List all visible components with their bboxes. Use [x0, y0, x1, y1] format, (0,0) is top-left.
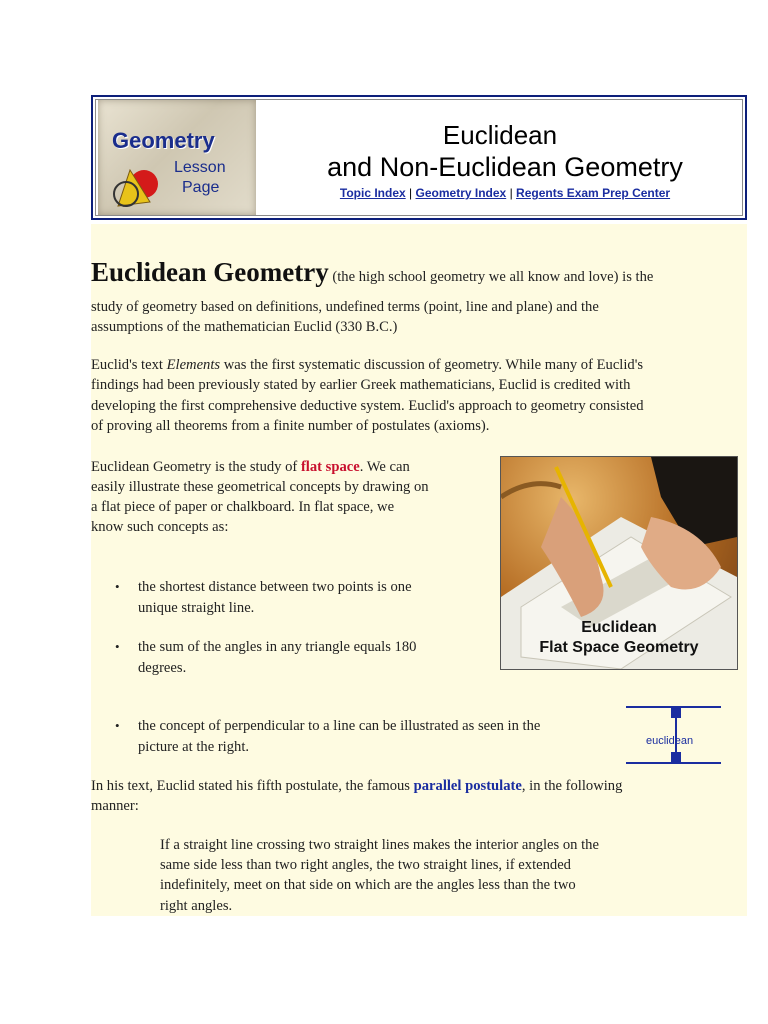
parallel-line1 [91, 776, 622, 797]
page-title-line1: Euclidean [442, 120, 558, 150]
hands-drawing-illustration [501, 457, 737, 669]
list-item [91, 637, 491, 678]
parallel-line1-a: In his text, Euclid stated his fifth postulate, the famous [91, 778, 414, 794]
intro-heading: Euclidean Geometry [91, 257, 329, 287]
elements-line1 [91, 355, 643, 376]
bullet-text: picture at the right. [138, 738, 250, 755]
quote-line4: right angles. [160, 898, 233, 914]
flat-space-link[interactable]: flat space [300, 459, 360, 475]
page-title-line2: and Non-Euclidean Geometry [327, 152, 683, 182]
bullet-text: the sum of the angles in any triangle equals 180 [138, 639, 417, 655]
geometry-index-link[interactable]: Geometry Index [415, 186, 507, 200]
flat-line2: easily illustrate these geometrical concepts by drawing on [91, 479, 429, 495]
elements-line2: findings had been previously stated by earlier Greek mathematicians, Euclid is credited with [91, 377, 631, 393]
nav-separator: | [409, 186, 413, 200]
photo-caption-line2: Flat Space Geometry [539, 639, 699, 656]
list-item [91, 716, 631, 757]
bullet-list-3 [91, 716, 631, 757]
intro-line2: study of geometry based on definitions, undefined terms (point, line and plane) and the [91, 299, 599, 315]
elements-line4: of proving all theorems from a finite number of postulates (axioms). [91, 418, 490, 434]
photo-caption-line1: Euclidean [581, 619, 657, 636]
elements-line3: developing the first comprehensive deductive system. Euclid's approach to geometry consisted [91, 398, 644, 414]
nav-links [280, 186, 730, 200]
parallel-line1-b: , in the following [521, 778, 623, 794]
bullet-text: unique straight line. [138, 599, 255, 616]
flat-line4: know such concepts as: [91, 519, 229, 535]
quote-line2: same side less than two right angles, the two straight lines, if extended [160, 857, 571, 873]
elements-line1-a: Euclid's text [91, 357, 167, 373]
bullet-icon: • [115, 718, 120, 733]
geometry-shapes-icon [112, 162, 172, 210]
logo-geometry-text: Geometry [112, 128, 215, 153]
bullet-icon: • [115, 579, 120, 594]
list-item [91, 577, 491, 618]
logo-lesson-text: Lesson [174, 159, 226, 176]
bullet-text: the shortest distance between two points is one [138, 579, 412, 595]
logo-page-text: Page [182, 179, 220, 196]
elements-line1-b: was the first systematic discussion of geometry. While many of Euclid's [220, 357, 644, 373]
parallel-postulate-link[interactable]: parallel postulate [413, 778, 522, 794]
elements-title-italic: Elements [166, 357, 221, 373]
bullet-icon: • [115, 639, 120, 654]
flat-line1-a: Euclidean Geometry is the study of [91, 459, 301, 475]
parallel-line2: manner: [91, 798, 139, 814]
bullet-text: the concept of perpendicular to a line can be illustrated as seen in the [138, 718, 541, 734]
quote-line1: If a straight line crossing two straight lines makes the interior angles on the [160, 837, 599, 853]
euclidean-flat-space-photo [500, 456, 738, 670]
topic-index-link[interactable]: Topic Index [339, 186, 406, 200]
flat-line1-b: . We can [359, 459, 410, 475]
regents-exam-prep-link[interactable]: Regents Exam Prep Center [516, 186, 671, 200]
perpendicular-label: euclidean [646, 735, 694, 747]
flat-line3: a flat piece of paper or chalkboard. In flat space, we [91, 499, 395, 515]
bullet-text: degrees. [138, 659, 187, 676]
intro-line1-rest: (the high school geometry we all know and love) is the [328, 269, 654, 285]
intro-line1 [91, 257, 654, 288]
geometry-lesson-logo[interactable] [98, 100, 256, 215]
bullet-list-2 [91, 637, 491, 678]
quote-line3: indefinitely, meet on that side on which are the angles less than the two [160, 877, 576, 893]
perpendicular-diagram [626, 705, 721, 765]
flat-line1 [91, 457, 410, 478]
bullet-list-1 [91, 577, 491, 618]
intro-line3: assumptions of the mathematician Euclid (330 B.C.) [91, 319, 398, 335]
nav-separator: | [509, 186, 513, 200]
